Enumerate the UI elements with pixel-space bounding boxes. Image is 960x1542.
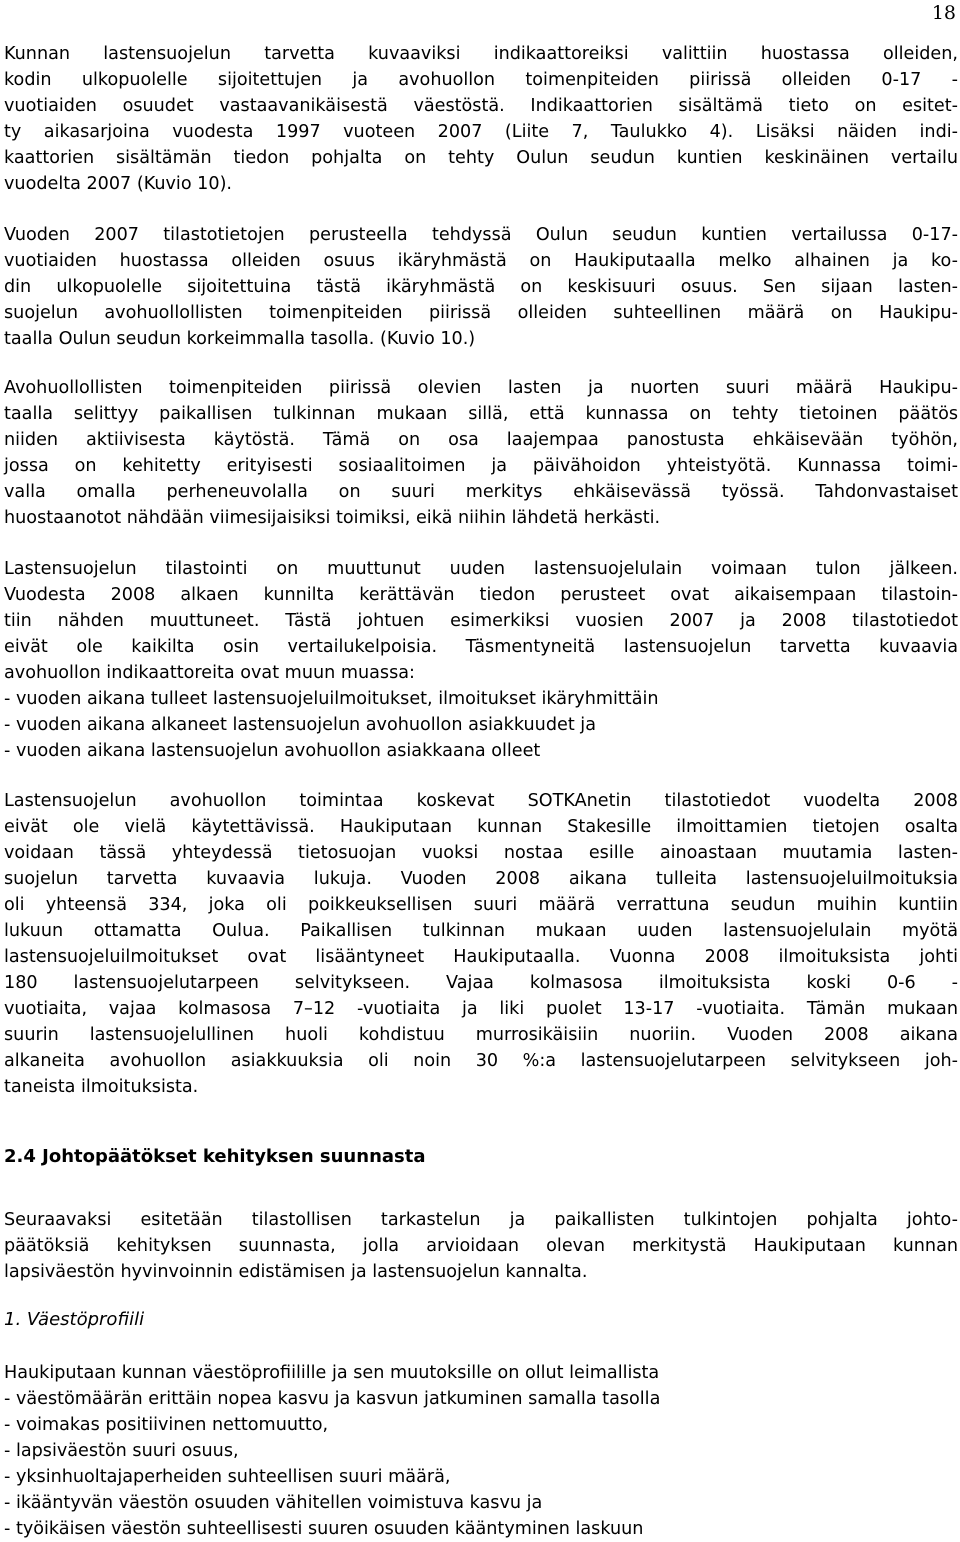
text-line: Seuraavaksi esitetään tilastollisen tarkastelun ja paikallisten tulkintojen pohjalta johto-: [4, 1210, 958, 1230]
text-line: ty aikasarjoina vuodesta 1997 vuoteen 2007 (Liite 7, Taulukko 4). Lisäksi näiden indi-: [4, 122, 958, 142]
list-item: - vuoden aikana alkaneet lastensuojelun avohuollon asiakkuudet ja: [4, 715, 596, 735]
text-line: taalla Oulun seudun korkeimmalla tasolla. (Kuvio 10.): [4, 329, 476, 349]
text-line: Kunnan lastensuojelun tarvetta kuvaaviksi indikaattoreiksi valittiin huostassa olleiden,: [4, 44, 958, 64]
text-line: valla omalla perheneuvolalla on suuri merkitys ehkäisevässä työssä. Tahdonvastaiset: [4, 482, 958, 502]
text-line: jossa on kehitetty erityisesti sosiaalitoimen ja päivähoidon yhteistyötä. Kunnassa toimi-: [4, 456, 958, 476]
text-line: oli yhteensä 334, joka oli poikkeuksellisen suuri määrä verrattuna seudun muihin kuntiin: [4, 895, 958, 915]
text-line: Lastensuojelun tilastointi on muuttunut uuden lastensuojelulain voimaan tulon jälkeen.: [4, 559, 958, 579]
text-line: eivät ole vielä käytettävissä. Haukiputaan kunnan Stakesille ilmoittamien tietojen osalta: [4, 817, 958, 837]
text-line: kodin ulkopuolelle sijoitettujen ja avohuollon toimenpiteiden piirissä olleiden 0-17 -: [4, 70, 958, 90]
text-line: voidaan tässä yhteydessä tietosuojan vuoksi nostaa esille ainoastaan muutamia lasten-: [4, 843, 958, 863]
text-line: Lastensuojelun avohuollon toimintaa koskevat SOTKAnetin tilastotiedot vuodelta 2008: [4, 791, 958, 811]
text-line: kaattorien sisältämän tiedon pohjalta on tehty Oulun seudun kuntien keskinäinen vertailu: [4, 148, 958, 168]
text-line: lastensuojeluilmoitukset ovat lisääntyneet Haukiputaalla. Vuonna 2008 ilmoituksista johti: [4, 947, 958, 967]
text-line: taalla selittyy paikallisen tulkinnan mukaan sillä, että kunnassa on tehty tietoinen päätös: [4, 404, 958, 424]
text-line: vuotiaiden osuudet vastaavanikäisestä väestöstä. Indikaattorien sisältämä tieto on esitet-: [4, 96, 958, 116]
text-line: Vuodesta 2008 alkaen kunnilta kerättävän tiedon perusteet ovat aikaisempaan tilastoin-: [4, 585, 958, 605]
text-line: din ulkopuolelle sijoitettuina tästä ikäryhmästä on keskisuuri osuus. Sen sijaan lasten-: [4, 277, 958, 297]
text-line: vuotiaiden huostassa olleiden osuus ikäryhmästä on Haukiputaalla melko alhainen ja ko-: [4, 251, 958, 271]
section-intro: [4, 1207, 958, 1285]
paragraph-5: [4, 788, 958, 1100]
profile-list: [4, 1360, 958, 1542]
text-line: huostaanotot nähdään viimesijaisiksi toimiksi, eikä niihin lähdetä herkästi.: [4, 508, 661, 528]
text-line: vuodelta 2007 (Kuvio 10).: [4, 174, 233, 194]
paragraph-1: [4, 41, 958, 197]
text-line: avohuollon indikaattoreita ovat muun muassa:: [4, 663, 415, 683]
text-line: suurin lastensuojelullinen huoli kohdistuu murrosikäisiin nuoriin. Vuoden 2008 aikana: [4, 1025, 958, 1045]
list-item: - yksinhuoltajaperheiden suhteellisen suuri määrä,: [4, 1467, 451, 1487]
text-line: lapsiväestön hyvinvoinnin edistämisen ja lastensuojelun kannalta.: [4, 1262, 588, 1282]
list-item: - vuoden aikana tulleet lastensuojeluilmoitukset, ilmoitukset ikäryhmittäin: [4, 689, 659, 709]
text-line: eivät ole kaikilta osin vertailukelpoisia. Täsmentyneitä lastensuojelun tarvetta kuvaavia: [4, 637, 958, 657]
section-heading: 2.4 Johtopäätökset kehityksen suunnasta: [4, 1146, 426, 1167]
text-line: Haukiputaan kunnan väestöprofiilille ja sen muutoksille on ollut leimallista: [4, 1363, 660, 1383]
text-line: 180 lastensuojelutarpeen selvitykseen. Vajaa kolmasosa ilmoituksista koski 0-6 -: [4, 973, 958, 993]
subheading: 1. Väestöprofiili: [4, 1309, 145, 1330]
paragraph-4: [4, 556, 958, 764]
text-line: niiden aktiivisesta käytöstä. Tämä on osa laajempaa panostusta ehkäisevään työhön,: [4, 430, 958, 450]
text-line: suojelun tarvetta kuvaavia lukuja. Vuoden 2008 aikana tulleita lastensuojeluilmoituksia: [4, 869, 958, 889]
list-item: - lapsiväestön suuri osuus,: [4, 1441, 239, 1461]
list-item: - ikääntyvän väestön osuuden vähitellen voimistuva kasvu ja: [4, 1493, 543, 1513]
list-item: - työikäisen väestön suhteellisesti suuren osuuden kääntyminen laskuun: [4, 1519, 644, 1539]
paragraph-3: [4, 375, 958, 531]
text-line: tiin nähden muuttuneet. Tästä johtuen esimerkiksi vuosien 2007 ja 2008 tilastotiedot: [4, 611, 958, 631]
list-item: - vuoden aikana lastensuojelun avohuollon asiakkaana olleet: [4, 741, 541, 761]
paragraph-2: [4, 222, 958, 352]
text-line: Avohuollollisten toimenpiteiden piirissä olevien lasten ja nuorten suuri määrä Haukipu-: [4, 378, 958, 398]
text-line: vuotiaita, vajaa kolmasosa 7–12 -vuotiaita ja liki puolet 13-17 -vuotiaita. Tämän mukaan: [4, 999, 958, 1019]
text-line: päätöksiä kehityksen suunnasta, jolla arvioidaan olevan merkitystä Haukiputaan kunnan: [4, 1236, 958, 1256]
page-number: 18: [931, 2, 956, 24]
text-line: taneista ilmoituksista.: [4, 1077, 199, 1097]
text-line: alkaneita avohuollon asiakkuuksia oli noin 30 %:a lastensuojelutarpeen selvitykseen joh-: [4, 1051, 958, 1071]
text-line: suojelun avohuollollisten toimenpiteiden piirissä olleiden suhteellinen määrä on Haukipu-: [4, 303, 958, 323]
text-line: lukuun ottamatta Oulua. Paikallisen tulkinnan mukaan uuden lastensuojelulain myötä: [4, 921, 958, 941]
list-item: - väestömäärän erittäin nopea kasvu ja kasvun jatkuminen samalla tasolla: [4, 1389, 661, 1409]
text-line: Vuoden 2007 tilastotietojen perusteella tehdyssä Oulun seudun kuntien vertailussa 0-17-: [4, 225, 958, 245]
list-item: - voimakas positiivinen nettomuutto,: [4, 1415, 329, 1435]
